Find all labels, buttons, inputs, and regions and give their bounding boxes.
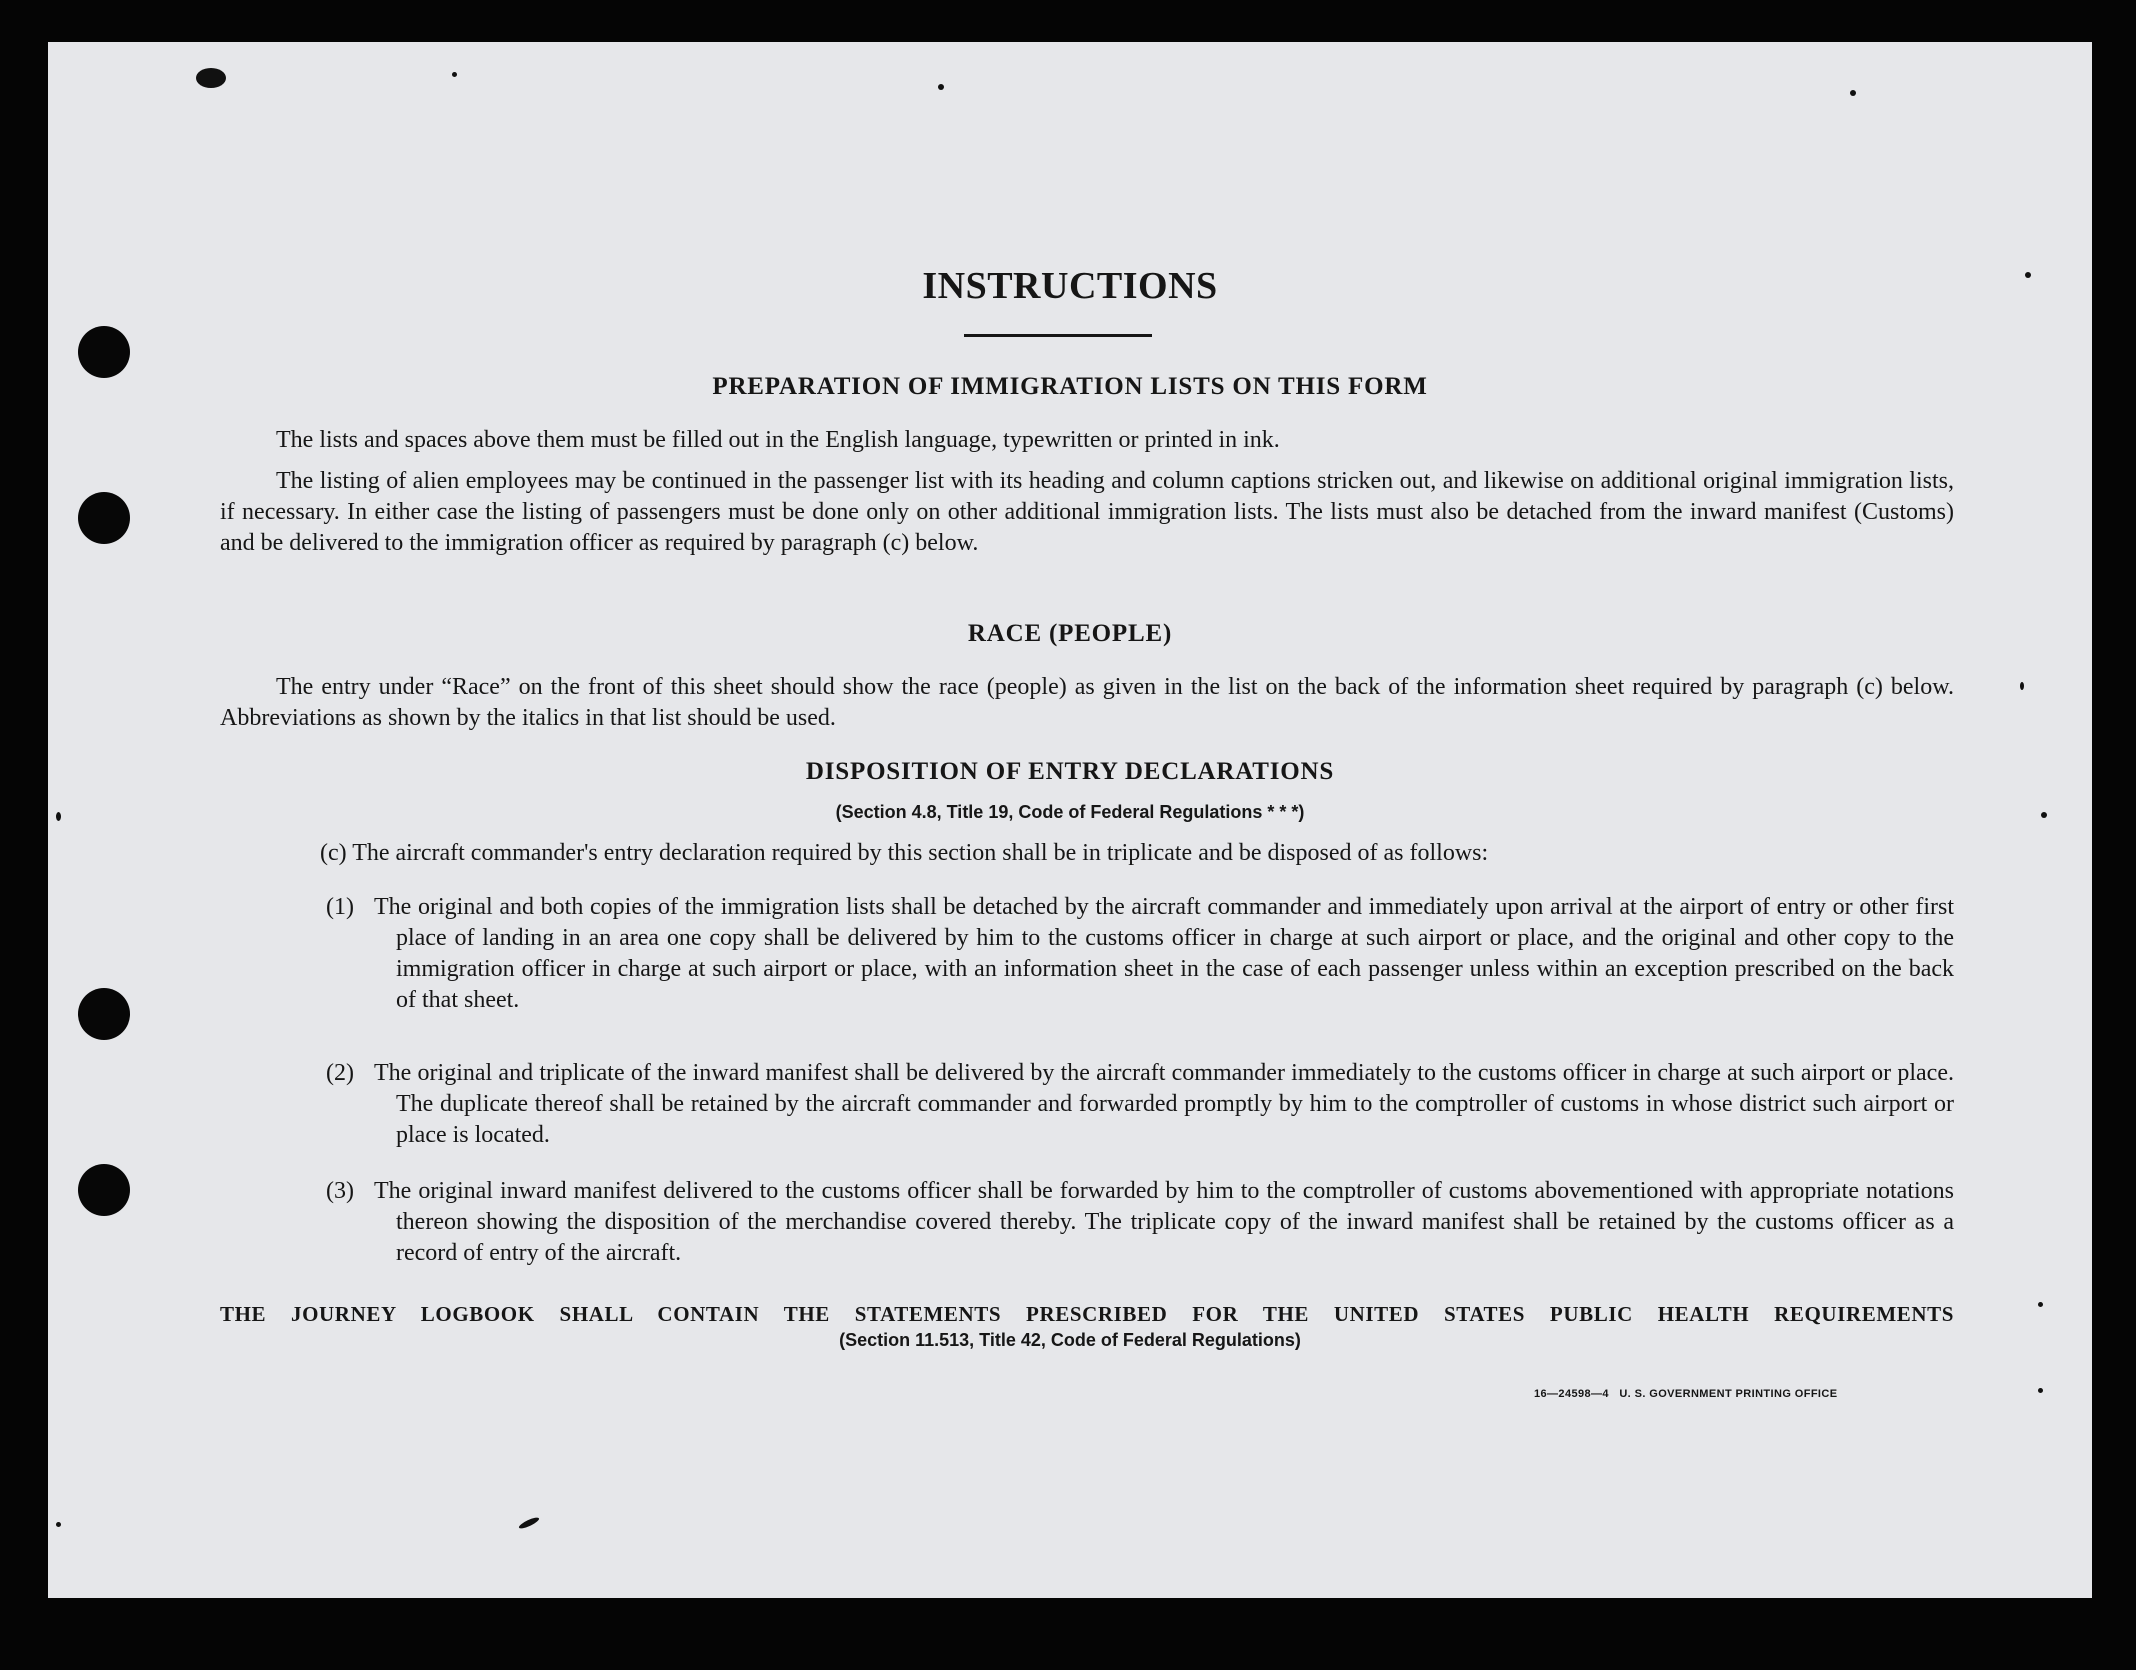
page-title: INSTRUCTIONS	[922, 265, 1218, 307]
list-item-text: The original and both copies of the immigration lists shall be detached by the aircraft commander and immediately upon arrival at the airport of entry or other first place of landing in an area one copy shall be delivered by him to the customs officer in charge at such airport or place, and the original and other copy to the immigration officer in charge at such airport or place, with an information sheet in the case of each passenger unless within an exception prescribed on the back of that sheet.	[374, 894, 1954, 1013]
section-citation: (Section 4.8, Title 19, Code of Federal Regulations * * *)	[835, 802, 1305, 822]
list-item	[326, 892, 1954, 1016]
section-heading-disposition: DISPOSITION OF ENTRY DECLARATIONS	[805, 758, 1335, 785]
footer-statement: THE JOURNEY LOGBOOK SHALL CONTAIN THE STATEMENTS PRESCRIBED FOR THE UNITED STATES PUBLIC HEALTH REQUIREMENTS	[220, 1302, 1954, 1326]
list-item-number: (2)	[326, 1060, 354, 1086]
scan-speck	[2038, 1388, 2043, 1393]
list-item	[326, 1058, 1954, 1151]
footer-citation: (Section 11.513, Title 42, Code of Federal Regulations)	[839, 1330, 1301, 1350]
scan-speck	[518, 1516, 540, 1531]
scan-speck	[2038, 1302, 2043, 1307]
list-item-number: (1)	[326, 894, 354, 920]
form-number: 16—24598—4	[1534, 1388, 1609, 1400]
punch-hole	[78, 492, 130, 544]
scan-speck	[56, 1522, 61, 1527]
document-page	[48, 42, 2092, 1598]
punch-hole	[78, 988, 130, 1040]
scan-speck	[2020, 682, 2024, 690]
list-item-text: The original and triplicate of the inward manifest shall be delivered by the aircraft commander immediately to the customs officer in charge at such airport or place. The duplicate thereof shall be retained by the aircraft commander and forwarded promptly by him to the comptroller of customs in whose district such airport or place is located.	[374, 1060, 1954, 1148]
punch-hole	[78, 1164, 130, 1216]
paragraph-language: The lists and spaces above them must be filled out in the English language, typewritten or printed in ink.	[276, 427, 1280, 453]
printer-name: U. S. GOVERNMENT PRINTING OFFICE	[1619, 1388, 1838, 1400]
section-heading-preparation: PREPARATION OF IMMIGRATION LISTS ON THIS FORM	[712, 373, 1428, 400]
list-item-text: The original inward manifest delivered to the customs officer shall be forwarded by him to the comptroller of customs abovementioned with appropriate notations thereon showing the disposition of the merchandise covered thereby. The triplicate copy of the inward manifest shall be retained by the customs officer as a record of entry of the aircraft.	[374, 1178, 1954, 1266]
title-underline	[964, 334, 1152, 337]
printer-imprint	[1534, 1388, 1837, 1400]
scan-speck	[938, 84, 944, 90]
paragraph-race: The entry under “Race” on the front of this sheet should show the race (people) as given in the list on the back of the information sheet required by paragraph (c) below. Abbreviations as shown by the italics in that list should be used.	[220, 674, 1954, 731]
scan-speck	[452, 72, 457, 77]
section-heading-race: RACE (PEOPLE)	[967, 620, 1173, 647]
paragraph-intro-c: (c) The aircraft commander's entry declaration required by this section shall be in triplicate and be disposed of as follows:	[320, 840, 1489, 866]
punch-hole	[78, 326, 130, 378]
scan-speck	[1850, 90, 1856, 96]
list-item	[326, 1176, 1954, 1269]
paragraph-alien-employees: The listing of alien employees may be continued in the passenger list with its heading and column captions stricken out, and likewise on additional original immigration lists, if necessary. In either case the listing of passengers must be done only on other additional immigration lists. The lists must also be detached from the inward manifest (Customs) and be delivered to the immigration officer as required by paragraph (c) below.	[220, 468, 1954, 556]
list-item-number: (3)	[326, 1178, 354, 1204]
scan-speck	[196, 68, 226, 88]
